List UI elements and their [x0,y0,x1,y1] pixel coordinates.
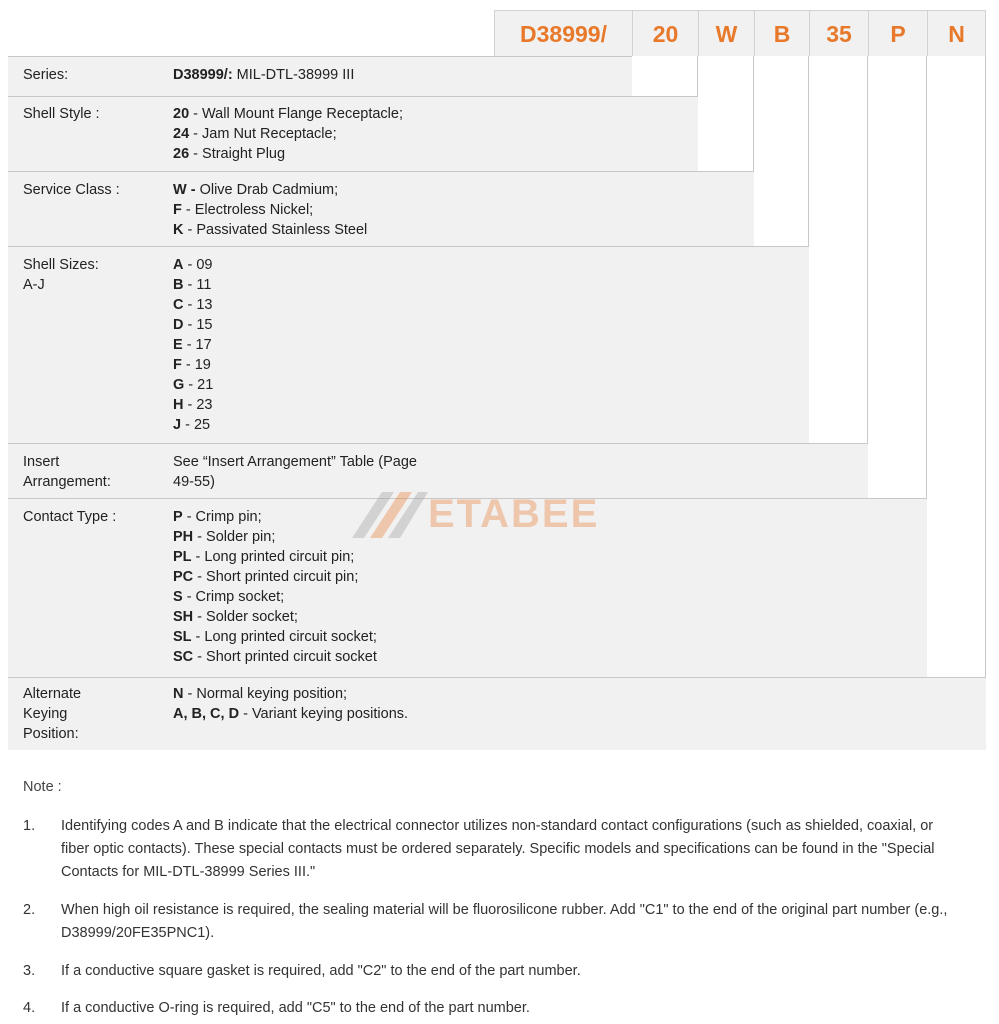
label-line: Position: [23,726,79,742]
description: - Solder socket; [193,609,298,625]
code: F [173,202,182,218]
description: 49-55) [173,474,215,490]
description: - Short printed circuit socket [193,649,377,665]
watermark-logo [348,486,658,546]
segment-text: D38999/ [520,21,607,47]
row-label: Service Class : [23,182,120,198]
description: - 25 [181,417,211,433]
code: C [173,297,184,313]
description: Olive Drab Cadmium; [195,182,339,198]
description: - Electroless Nickel; [181,202,314,218]
code: N [173,686,184,702]
part-segment-shell-size [754,10,809,56]
description: - 15 [183,317,213,333]
segment-text: B [773,21,791,47]
description: MIL-DTL-38999 III [232,67,355,83]
description: - Wall Mount Flange Receptacle; [189,106,403,122]
row-label [23,684,81,744]
description: - Normal keying position; [183,686,348,702]
row-series [8,56,632,96]
code: K [173,222,184,238]
description: - Variant keying positions. [239,706,409,722]
code: H [173,397,184,413]
watermark-text: ETABEE [428,492,600,536]
code: F [173,357,182,373]
label-line: Arrangement: [23,474,111,490]
description: - Passivated Stainless Steel [183,222,368,238]
code: W - [173,182,196,198]
code: P [173,509,183,525]
row-value [173,65,354,85]
label-line: A-J [23,277,45,293]
code: SH [173,609,194,625]
note-text: When high oil resistance is required, the sealing material will be fluorosilicone rubber. Add "C1" to the end of the original part number (e.g., D38999/20FE35PNC1). [61,902,948,941]
row-value [173,684,408,724]
note-text: Identifying codes A and B indicate that the electrical connector utilizes non-standard contact configurations (such as shielded, coaxial, or fiber optic contacts). These special contacts must be ordered separately. Specific models and specifications can be found in the "Special Contacts for MIL-DTL-38999 Series III." [61,818,935,880]
notes-title: Note : [23,779,62,795]
code: A, B, C, D [173,706,240,722]
description: - Long printed circuit socket; [191,629,377,645]
code: PH [173,529,194,545]
description: - 19 [181,357,211,373]
code: PC [173,569,194,585]
row-shell-sizes [8,246,809,443]
code: A [173,257,184,273]
label-line: Alternate [23,686,82,702]
description: - 09 [183,257,213,273]
description: - Straight Plug [189,146,286,162]
description: - 23 [183,397,213,413]
part-segment-series [494,10,632,56]
code: PL [173,549,192,565]
label-line: Shell Sizes: [23,257,99,273]
description: - Solder pin; [193,529,276,545]
description: - Crimp socket; [182,589,285,605]
description: - Jam Nut Receptacle; [189,126,337,142]
description: - Crimp pin; [182,509,262,525]
row-label: Shell Style : [23,106,100,122]
code: J [173,417,182,433]
divider [867,56,868,498]
code: D [173,317,184,333]
watermark-stripes-icon [348,486,428,546]
row-shell-style [8,96,698,171]
part-segment-contact [868,10,927,56]
code: 24 [173,126,190,142]
code: SC [173,649,194,665]
note-text: If a conductive square gasket is required, add "C2" to the end of the part number. [61,963,581,979]
row-value [173,507,377,667]
description: See “Insert Arrangement” Table (Page [173,454,417,470]
row-value [173,180,367,240]
divider [985,56,986,750]
segment-text: 20 [652,21,679,47]
label-line: Insert [23,454,60,470]
part-segment-shell-style [632,10,698,56]
description: - 13 [183,297,213,313]
code: E [173,337,183,353]
note-text: If a conductive O-ring is required, add "C5" to the end of the part number. [61,1000,530,1016]
code: 20 [173,106,190,122]
segment-text: P [890,21,906,47]
description: - 21 [184,377,214,393]
part-segment-insert [809,10,868,56]
segment-text: N [948,21,965,47]
part-segment-keying [927,10,986,56]
note-number: 3. [23,963,36,979]
part-segment-service-class [698,10,754,56]
row-label [23,255,99,295]
segment-text: W [715,21,738,47]
row-value [173,255,213,435]
segment-text: 35 [826,21,852,47]
row-label: Series: [23,67,69,83]
description: - 11 [183,277,212,293]
code: B [173,277,184,293]
code: G [173,377,185,393]
description: - Long printed circuit pin; [191,549,355,565]
code: D38999/: [173,67,233,83]
row-alternate-keying [8,677,986,750]
row-service-class [8,171,754,246]
note-number: 2. [23,902,36,918]
description: - Short printed circuit pin; [193,569,359,585]
description: - 17 [182,337,212,353]
note-number: 1. [23,818,36,834]
label-line: Keying [23,706,68,722]
code: 26 [173,146,190,162]
row-value [173,104,403,164]
note-number: 4. [23,1000,36,1016]
code: SL [173,629,192,645]
code: S [173,589,183,605]
row-label [23,452,111,492]
row-label: Contact Type : [23,509,117,525]
